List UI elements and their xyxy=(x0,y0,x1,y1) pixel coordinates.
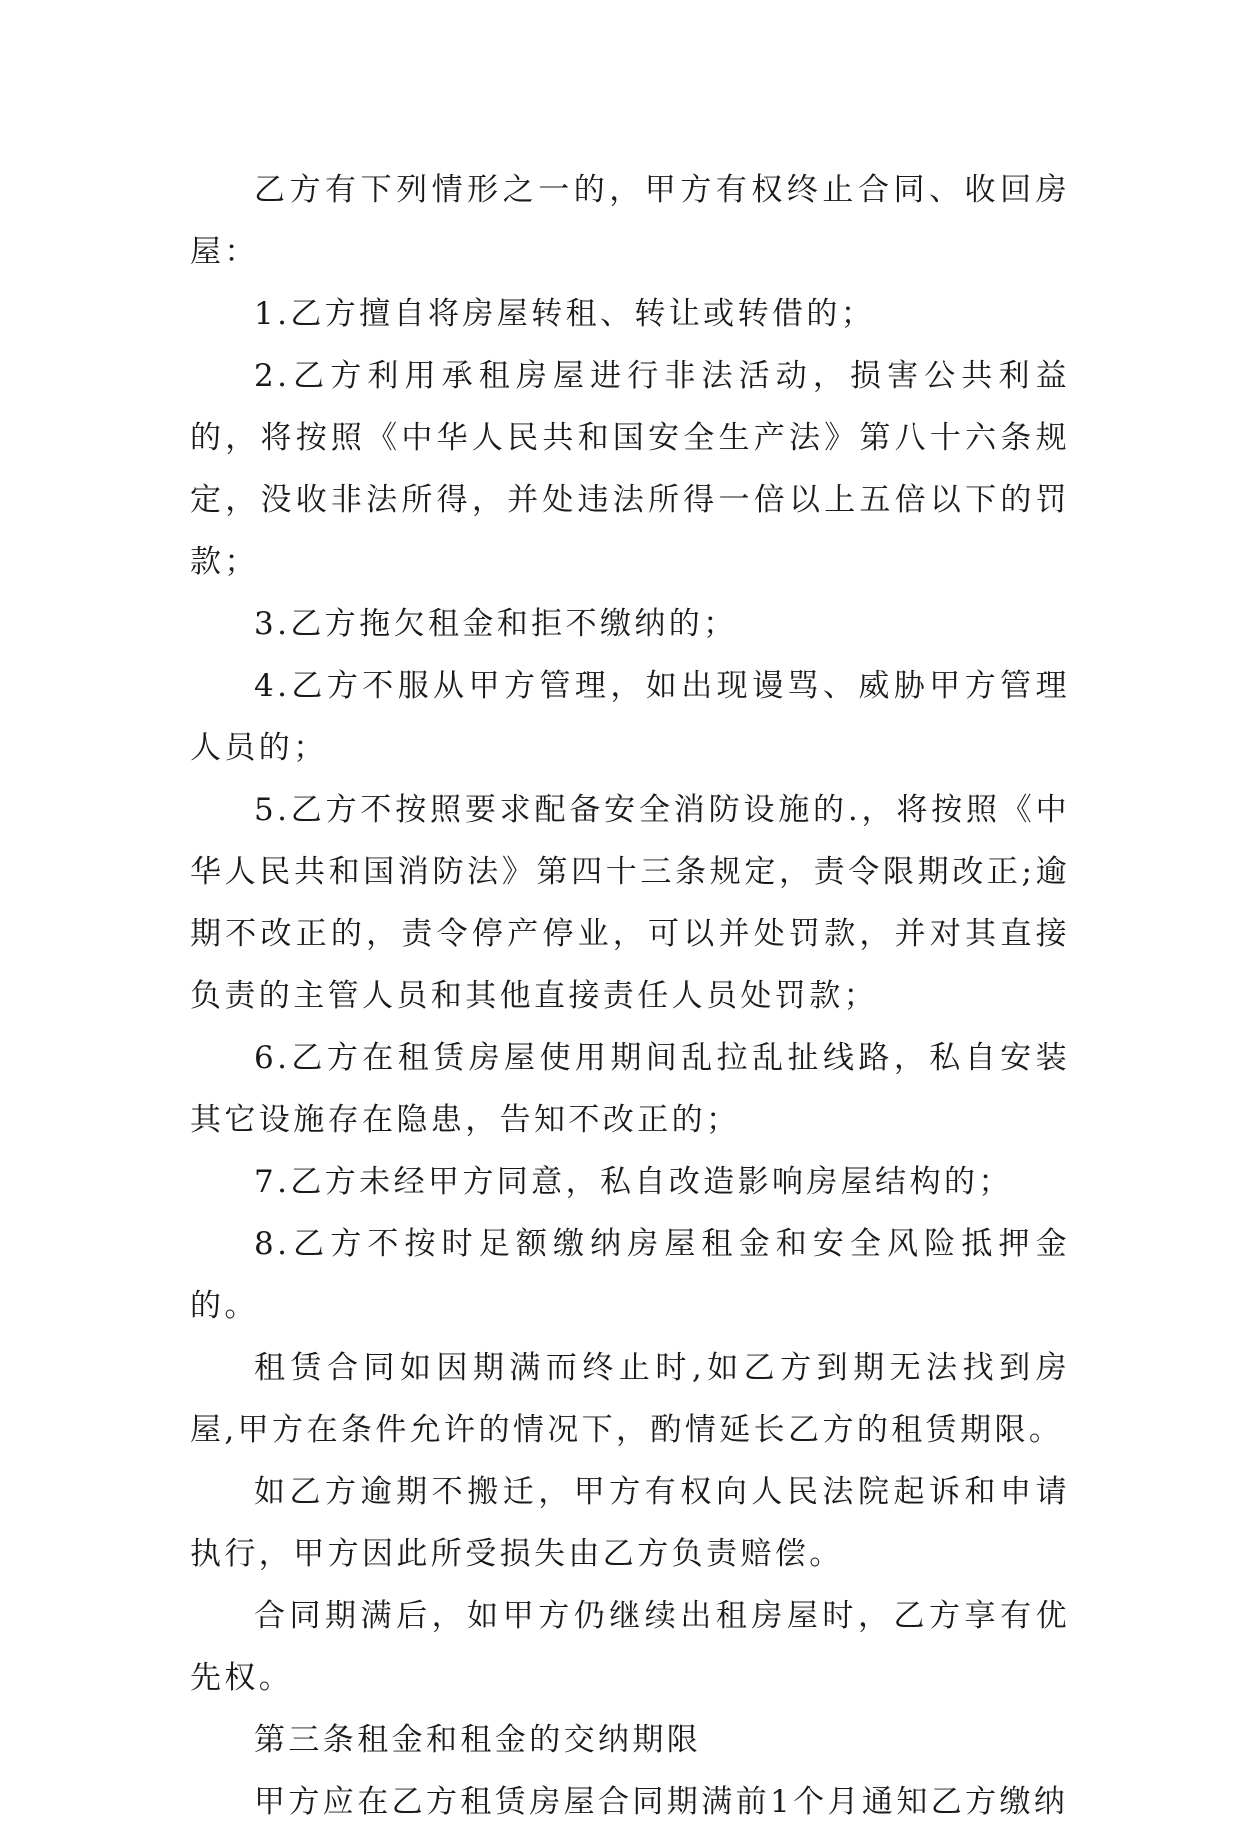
paragraph-lease-extension: 租赁合同如因期满而终止时,如乙方到期无法找到房屋,甲方在条件允许的情况下，酌情延长乙方的租赁期限。 xyxy=(190,1350,1070,1448)
paragraph-rent-notice: 甲方应在乙方租赁房屋合同期满前1个月通知乙方缴纳 xyxy=(254,1784,1069,1820)
paragraph-overdue-relocation: 如乙方逾期不搬迁，甲方有权向人民法院起诉和申请执行，甲方因此所受损失由乙方负责赔偿。 xyxy=(190,1474,1070,1572)
paragraph-item-6: 6.乙方在租赁房屋使用期间乱拉乱扯线路，私自安装其它设施存在隐患，告知不改正的； xyxy=(190,1040,1070,1138)
paragraph-item-4: 4.乙方不服从甲方管理，如出现谩骂、威胁甲方管理人员的； xyxy=(190,668,1070,766)
paragraph-item-2: 2.乙方利用承租房屋进行非法活动，损害公共利益的，将按照《中华人民共和国安全生产法》第八十六条规定，没收非法所得，并处违法所得一倍以上五倍以下的罚款； xyxy=(190,358,1070,580)
paragraph-item-3: 3.乙方拖欠租金和拒不缴纳的； xyxy=(254,606,738,642)
paragraph-item-7: 7.乙方未经甲方同意，私自改造影响房屋结构的； xyxy=(254,1164,1013,1200)
paragraph-item-8: 8.乙方不按时足额缴纳房屋租金和安全风险抵押金的。 xyxy=(190,1226,1070,1324)
paragraph-item-5: 5.乙方不按照要求配备安全消防设施的.，将按照《中华人民共和国消防法》第四十三条规定，责令限期改正;逾期不改正的，责令停产停业，可以并处罚款，并对其直接负责的主管人员和其他直接责任人员处罚款； xyxy=(190,792,1070,1014)
paragraph-termination-intro: 乙方有下列情形之一的，甲方有权终止合同、收回房屋： xyxy=(190,172,1070,270)
section-heading-article-3: 第三条租金和租金的交纳期限 xyxy=(254,1722,702,1758)
document-body xyxy=(190,159,1070,1833)
paragraph-priority-right: 合同期满后，如甲方仍继续出租房屋时，乙方享有优先权。 xyxy=(190,1598,1070,1696)
paragraph-item-1: 1.乙方擅自将房屋转租、转让或转借的； xyxy=(254,296,876,332)
